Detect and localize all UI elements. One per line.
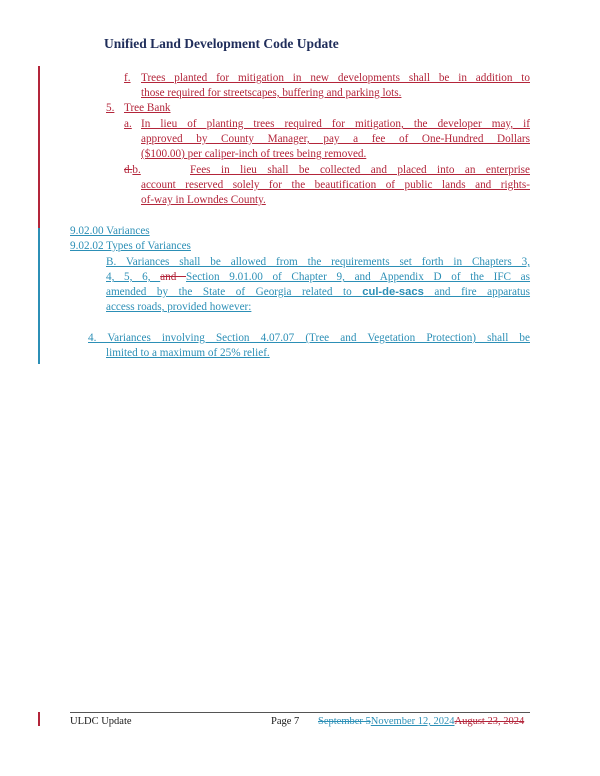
tree-bank-label: Tree Bank [124, 102, 171, 114]
paragraph-b-line3: amended by the State of Georgia related to cul-de-sacs and fire apparatus [106, 286, 531, 298]
change-bar-red [38, 66, 40, 228]
item-b-new-marker: b. [132, 164, 141, 176]
item-f-line2: those required for streetscapes, buffering and parking lots. [141, 87, 402, 99]
item-a-line2: approved by County Manager, pay a fee of One-Hundred Dollars [141, 133, 530, 145]
item-b-line2: account reserved solely for the beautification of public lands and rights- [141, 179, 530, 191]
paragraph-b-line2: 4, 5, 6, and Section 9.01.00 of Chapter 9, and Appendix D of the IFC as [106, 271, 531, 283]
footer-page-number: Page 7 [271, 716, 300, 727]
item-b-old-marker: d. [124, 164, 133, 176]
paragraph-b-line1: B. Variances shall be allowed from the requirements set forth in Chapters 3, [106, 256, 530, 268]
item-a-line3: ($100.00) per caliper-inch of trees being removed. [141, 148, 367, 160]
item-4-line1: 4. Variances involving Section 4.07.07 (Tree and Vegetation Protection) shall be [88, 332, 530, 344]
item-f-line1: Trees planted for mitigation in new developments shall be in addition to [141, 72, 530, 84]
cul-de-sacs-term: cul-de-sacs [362, 286, 424, 298]
item-f-marker: f. [124, 72, 131, 84]
page-header-title: Unified Land Development Code Update [104, 36, 339, 51]
paragraph-b-line4: access roads, provided however: [106, 301, 252, 313]
footer-change-bar [38, 712, 40, 726]
footer-left: ULDC Update [70, 716, 132, 727]
item-b-line3: of-way in Lowndes County. [141, 194, 266, 206]
item-4-line2: limited to a maximum of 25% relief. [106, 347, 270, 359]
item-b-marker [124, 163, 141, 178]
deleted-and: and [160, 271, 186, 283]
section-heading-variances: 9.02.00 Variances [70, 225, 150, 237]
item-a-line1: In lieu of planting trees required for mitigation, the developer may, if [141, 118, 530, 130]
item-5-marker: 5. [106, 102, 115, 114]
section-heading-types-of-variances: 9.02.02 Types of Variances [70, 240, 191, 252]
change-bar-blue [38, 228, 40, 364]
footer-rule [70, 712, 530, 713]
footer-date: September 5November 12, 2024August 23, 2024 [318, 716, 525, 727]
item-b-line1: Fees in lieu shall be collected and placed into an enterprise [190, 164, 530, 176]
item-a-marker: a. [124, 118, 132, 130]
